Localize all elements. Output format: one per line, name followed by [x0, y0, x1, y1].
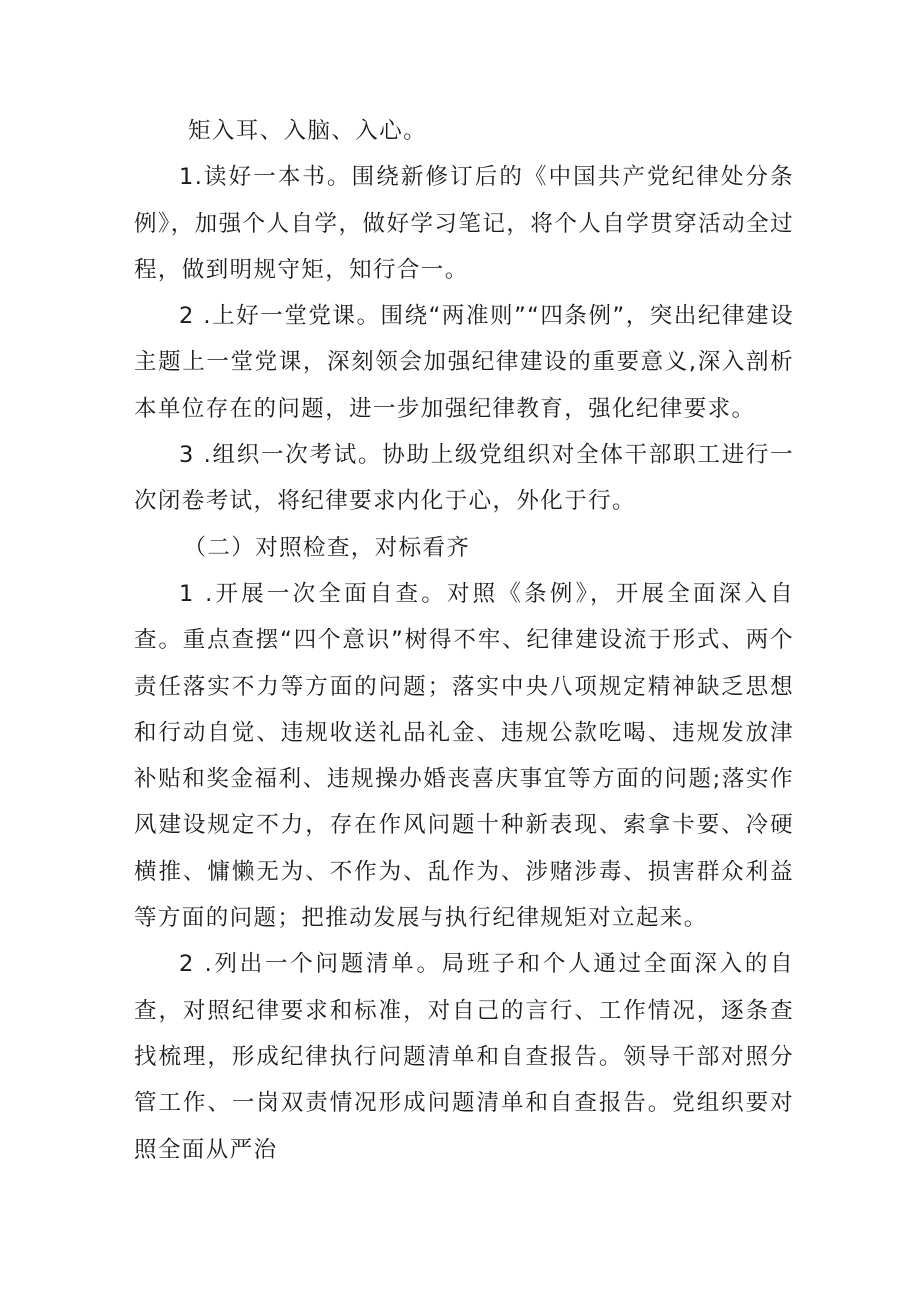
paragraph-item-1-read-book: 1.读好一本书。围绕新修订后的《中国共产党纪律处分条例》，加强个人自学，做好学习笔记，将个人自学贯穿活动全过程，做到明规守矩，知行合一。	[134, 164, 794, 283]
paragraph-item-2-party-lesson: 2 .上好一堂党课。围绕“两准则”“四条例”，突出纪律建设主题上一堂党课，深刻领会加强纪律建设的重要意义,深入剖析本单位存在的问题，进一步加强纪律教育，强化纪律要求。	[134, 303, 794, 422]
paragraph-continuation: 矩入耳、入脑、入心。	[188, 118, 428, 144]
paragraph-item-2-problem-list: 2 .列出一个问题清单。局班子和个人通过全面深入的自查，对照纪律要求和标准，对自己的言行、工作情况，逐条查找梳理，形成纪律执行问题清单和自查报告。领导干部对照分管工作、一岗双责情况形成问题清单和自查报告。党组织要对照全面从严治	[134, 951, 794, 1163]
section-heading-2: （二）对照检查，对标看齐	[183, 534, 471, 561]
paragraph-item-3-exam: 3 .组织一次考试。协助上级党组织对全体干部职工进行一次闭卷考试，将纪律要求内化于心，外化于行。	[134, 442, 794, 515]
paragraph-item-1-self-check: 1 .开展一次全面自查。对照《条例》，开展全面深入自查。重点查摆“四个意识”树得不牢、纪律建设流于形式、两个责任落实不力等方面的问题；落实中央八项规定精神缺乏思想和行动自觉、违规收送礼品礼金、违规公款吃喝、违规发放津补贴和奖金福利、违规操办婚丧喜庆事宜等方面的问题;落实作风建设规定不力，存在作风问题十种新表现、索拿卡要、冷硬横推、慵懒无为、不作为、乱作为、涉赌涉毒、损害群众利益等方面的问题；把推动发展与执行纪律规矩对立起来。	[134, 580, 794, 932]
document-page	[134, 108, 794, 1173]
